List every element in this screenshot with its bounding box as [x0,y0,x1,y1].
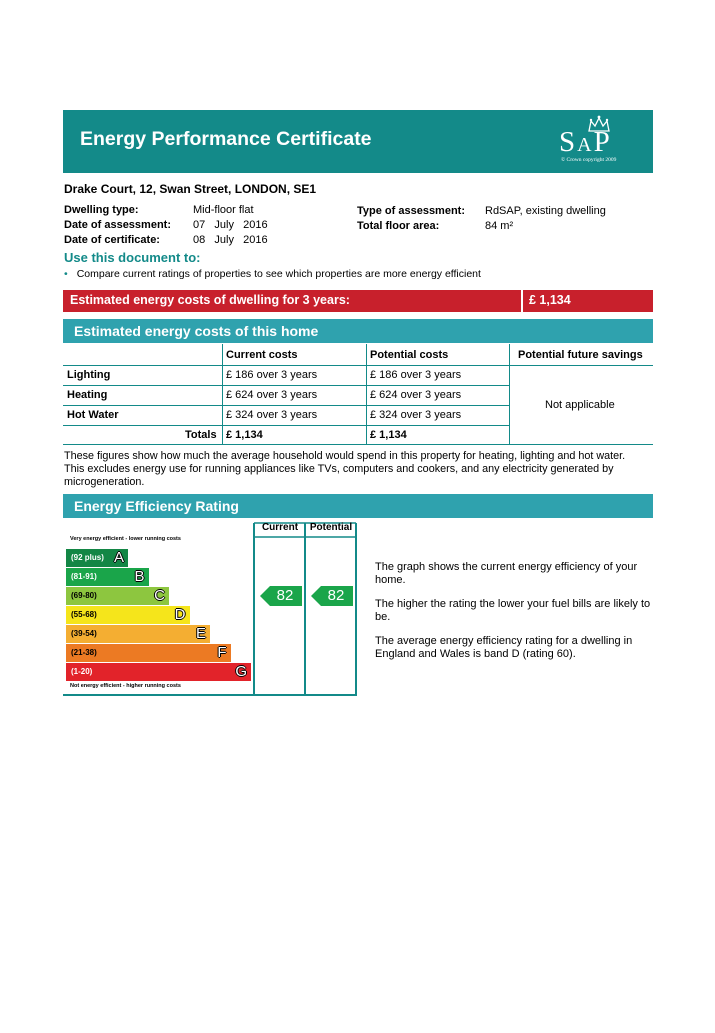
estimated-total-value: £ 1,134 [529,293,571,307]
col-header-current: Current costs [226,349,298,361]
table-rule [63,365,653,366]
hot-water-current: £ 324 over 3 years [226,409,318,421]
floor-area-value: 84 m² [485,220,514,232]
rating-band-letter: C [154,587,165,604]
row-label-lighting: Lighting [67,369,111,381]
assessment-date-value: 07 July 2016 [193,219,268,231]
crown-copyright: © Crown copyright 2009 [561,157,617,163]
divider [521,290,523,312]
rating-explanation-3: The average energy efficiency rating for a dwelling in England and Wales is band D (rating 60). [375,635,633,660]
assessment-date-label: Date of assessment: [64,219,171,231]
estimated-total-label: Estimated energy costs of dwelling for 3 years: [70,293,350,307]
costs-section-title: Estimated energy costs of this home [74,323,319,339]
rating-band-letter: D [174,606,186,623]
energy-rating-chart [63,520,363,700]
certificate-date-value: 08 July 2016 [193,234,268,246]
rating-section-title: Energy Efficiency Rating [74,498,239,514]
estimated-total-bar [63,290,653,312]
sap-logo [559,112,641,170]
rating-band-letter: G [235,663,247,680]
dwelling-type-value: Mid-floor flat [193,204,254,216]
rating-band-a [66,549,128,567]
current-rating-arrow [260,586,302,606]
use-document-title: Use this document to: [64,250,201,265]
certificate-date-label: Date of certificate: [64,234,160,246]
row-label-hot-water: Hot Water [67,409,119,421]
table-rule [63,405,509,406]
heating-potential: £ 624 over 3 years [370,389,462,401]
use-document-bullet [64,268,481,280]
rating-band-b [66,568,149,586]
rating-band-range: (81-91) [71,572,97,581]
rating-band-f [66,644,231,662]
floor-area-label: Total floor area: [357,220,440,232]
sap-logo-letters: SAP [559,126,612,158]
certificate-header [63,110,653,173]
rating-band-range: (69-80) [71,591,97,600]
rating-band-e [66,625,210,643]
rating-band-letter: E [195,625,206,642]
rating-bottom-label: Not energy efficient - higher running costs [70,683,181,689]
certificate-title: Energy Performance Certificate [80,128,372,150]
savings-value: Not applicable [545,399,615,411]
costs-explanation: These figures show how much the average household would spend in this property for heating, lighting and hot water. This excludes energy use for running appliances like TVs, computers and cookers, and any electricity generated by microgeneration. [64,450,626,488]
rating-band-range: (55-68) [71,610,97,619]
rating-band-letter: B [134,568,145,585]
heating-current: £ 624 over 3 years [226,389,318,401]
row-label-heating: Heating [67,389,108,401]
dwelling-type-label: Dwelling type: [64,204,139,216]
totals-potential: £ 1,134 [370,429,407,441]
rating-section-title-bar [63,494,653,518]
table-rule [63,385,509,386]
lighting-current: £ 186 over 3 years [226,369,318,381]
table-rule [509,344,510,445]
potential-rating-arrow [311,586,353,606]
col-header-potential: Potential costs [370,349,449,361]
rating-col-potential: Potential [309,522,353,533]
rating-band-d [66,606,190,624]
rating-band-range: (21-38) [71,648,97,657]
rating-band-g [66,663,251,681]
costs-section-title-bar [63,319,653,343]
property-address: Drake Court, 12, Swan Street, LONDON, SE1 [64,182,317,196]
assessment-type-label: Type of assessment: [357,205,466,217]
rating-band-range: (92 plus) [71,553,104,562]
totals-label: Totals [185,429,217,441]
rating-band-letter: A [113,549,124,566]
rating-band-c [66,587,169,605]
bullet-icon: • [64,268,68,280]
potential-rating-value: 82 [327,587,345,604]
rating-band-range: (1-20) [71,667,93,676]
rating-explanation-1: The graph shows the current energy efficiency of your home. [375,561,638,586]
rating-explanation-2: The higher the rating the lower your fuel bills are likely to be. [375,598,651,623]
table-rule [222,344,223,445]
table-rule [366,344,367,445]
rating-band-letter: F [217,644,227,661]
table-rule [63,444,653,445]
use-document-bullet-text: Compare current ratings of properties to see which properties are more energy efficient [76,268,481,280]
hot-water-potential: £ 324 over 3 years [370,409,462,421]
totals-current: £ 1,134 [226,429,263,441]
current-rating-value: 82 [276,587,294,604]
rating-band-range: (39-54) [71,629,97,638]
assessment-type-value: RdSAP, existing dwelling [485,205,606,217]
rating-top-label: Very energy efficient - lower running costs [70,536,181,542]
table-rule [63,425,509,426]
col-header-savings: Potential future savings [518,349,643,361]
lighting-potential: £ 186 over 3 years [370,369,462,381]
rating-col-current: Current [261,522,299,533]
